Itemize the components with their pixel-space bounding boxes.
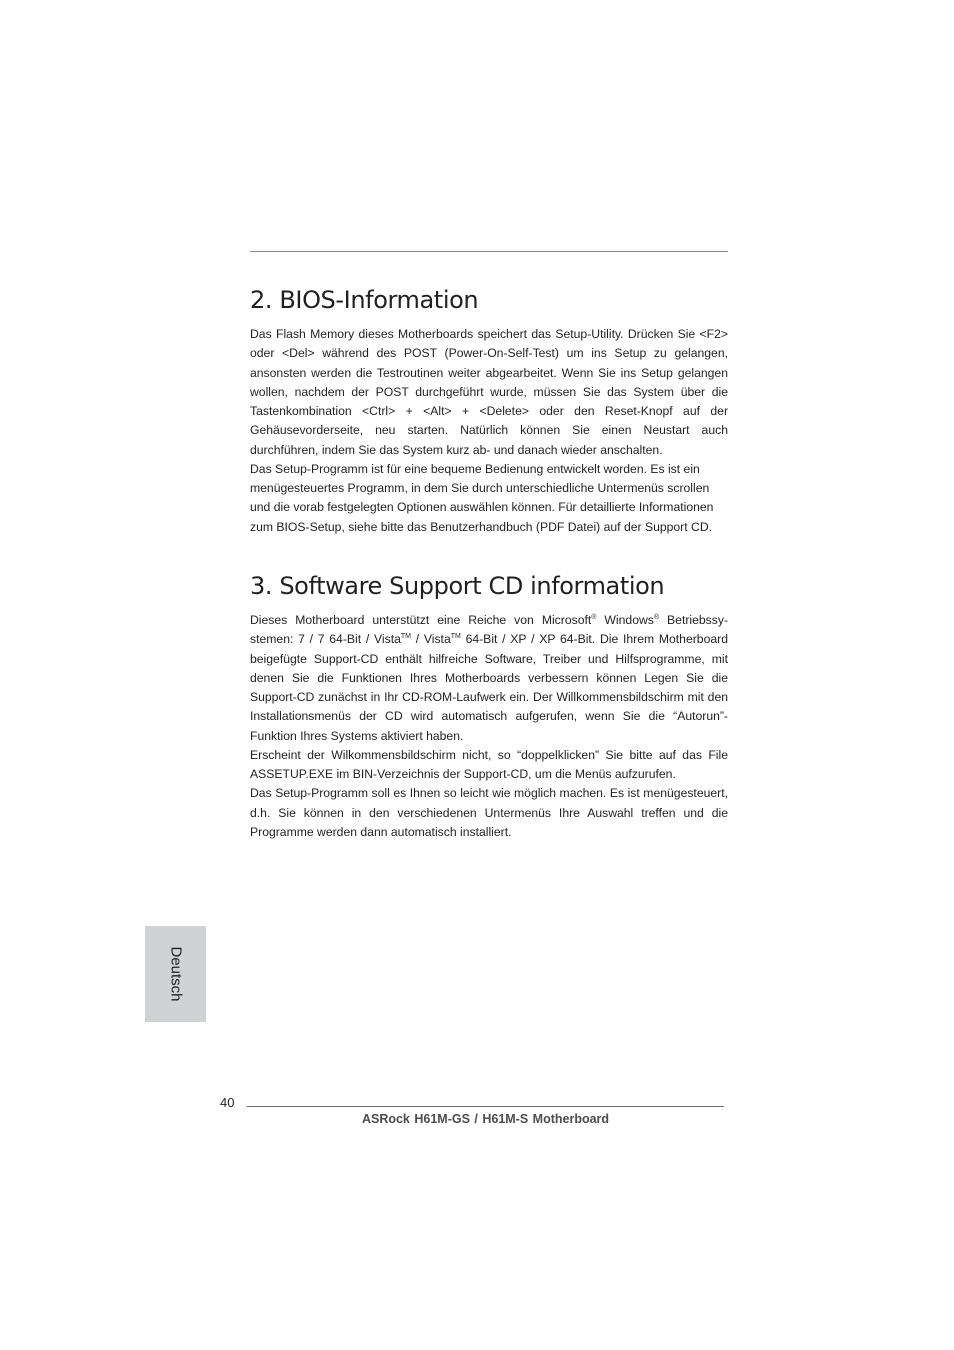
- top-divider: [250, 251, 728, 252]
- page-number: 40: [220, 1095, 235, 1110]
- cd-p1-text-a: Dieses Motherboard unterstützt eine Reiche von Microsoft: [250, 613, 592, 627]
- section-software-support-cd: [250, 569, 728, 842]
- cd-p1-text-b: Windows: [596, 613, 654, 627]
- trademark-mark: TM: [450, 633, 461, 641]
- bios-paragraph-2: Das Setup-Programm ist für eine bequeme Bedienung entwickelt worden. Es ist ein menügesteuertes Programm, in dem Sie durch unterschiedliche Untermenüs scrollen und die vorab festgelegten Optionen auswählen können. Für detaillierte Informationen zum BIOS-Setup, siehe bitte das Benutzerhandbuch (PDF Datei) auf der Support CD.: [250, 461, 714, 534]
- cd-paragraph-3: Das Setup-Programm soll es Ihnen so leicht wie möglich machen. Es ist menügesteuert, d.h. Sie können in den verschiedenen Untermenüs Ihre Auswahl treffen und die Programme werden dann automatisch installiert.: [250, 786, 728, 839]
- cd-p1-text-e: 64-Bit / XP / XP 64-Bit. Die Ihrem Motherboard beigefügte Support-CD enthält hilfreiche Software, Treiber und Hilfsprogramme, mit denen Sie die Funktionen Ihres Motherboards verbessern können Legen Sie die Support-CD zunächst in Ihr CD-ROM-Laufwerk ein. Der Willkommensbildschirm mit den Installationsmenüs der CD wird automatisch aufgerufen, wenn Sie die “Autorun”-Funktion Ihres Systems aktiviert haben.: [250, 632, 728, 743]
- heading-bios-information: 2. BIOS-Information: [250, 286, 479, 314]
- trademark-mark: TM: [400, 633, 411, 641]
- language-tab: [145, 926, 206, 1022]
- registered-mark: ®: [591, 613, 597, 621]
- cd-paragraph-1: [250, 611, 728, 746]
- cd-p1-text-d: / Vista: [410, 632, 451, 647]
- cd-paragraph-2: Erscheint der Wilkommensbildschirm nicht, so “doppelklicken” Sie bitte auf das File ASSETUP.EXE im BIN-Verzeichnis der Support-CD, um die Menüs aufzurufen.: [250, 747, 728, 781]
- footer-title: ASRock H61M-GS / H61M-S Motherboard: [361, 1112, 610, 1126]
- section-bios-information: [250, 283, 728, 537]
- heading-software-support-cd: 3. Software Support CD information: [250, 572, 665, 600]
- registered-mark: ®: [653, 613, 660, 621]
- footer-divider: [247, 1106, 724, 1107]
- cd-p1-text-c: Betriebssystemen: 7 / 7 64-Bit / Vista: [250, 613, 728, 647]
- language-tab-label: Deutsch: [167, 946, 184, 1002]
- bios-paragraph-1: Das Flash Memory dieses Motherboards speichert das Setup-Utility. Drücken Sie <F2> oder <Del> während des POST (Power-On-Self-Test) um ins Setup zu gelangen, ansonsten werden die Testroutinen weiter abgearbeitet. Wenn Sie ins Setup gelangen wollen, nachdem der POST durchgeführt wurde, müssen Sie das System über die Tastenkombination <Ctrl> + <Alt> + <Delete> oder den Reset-Knopf auf der Gehäusevorderseite, neu starten. Natürlich können Sie einen Neustart auch durchführen, indem Sie das System kurz ab- und danach wieder anschalten.: [250, 327, 728, 457]
